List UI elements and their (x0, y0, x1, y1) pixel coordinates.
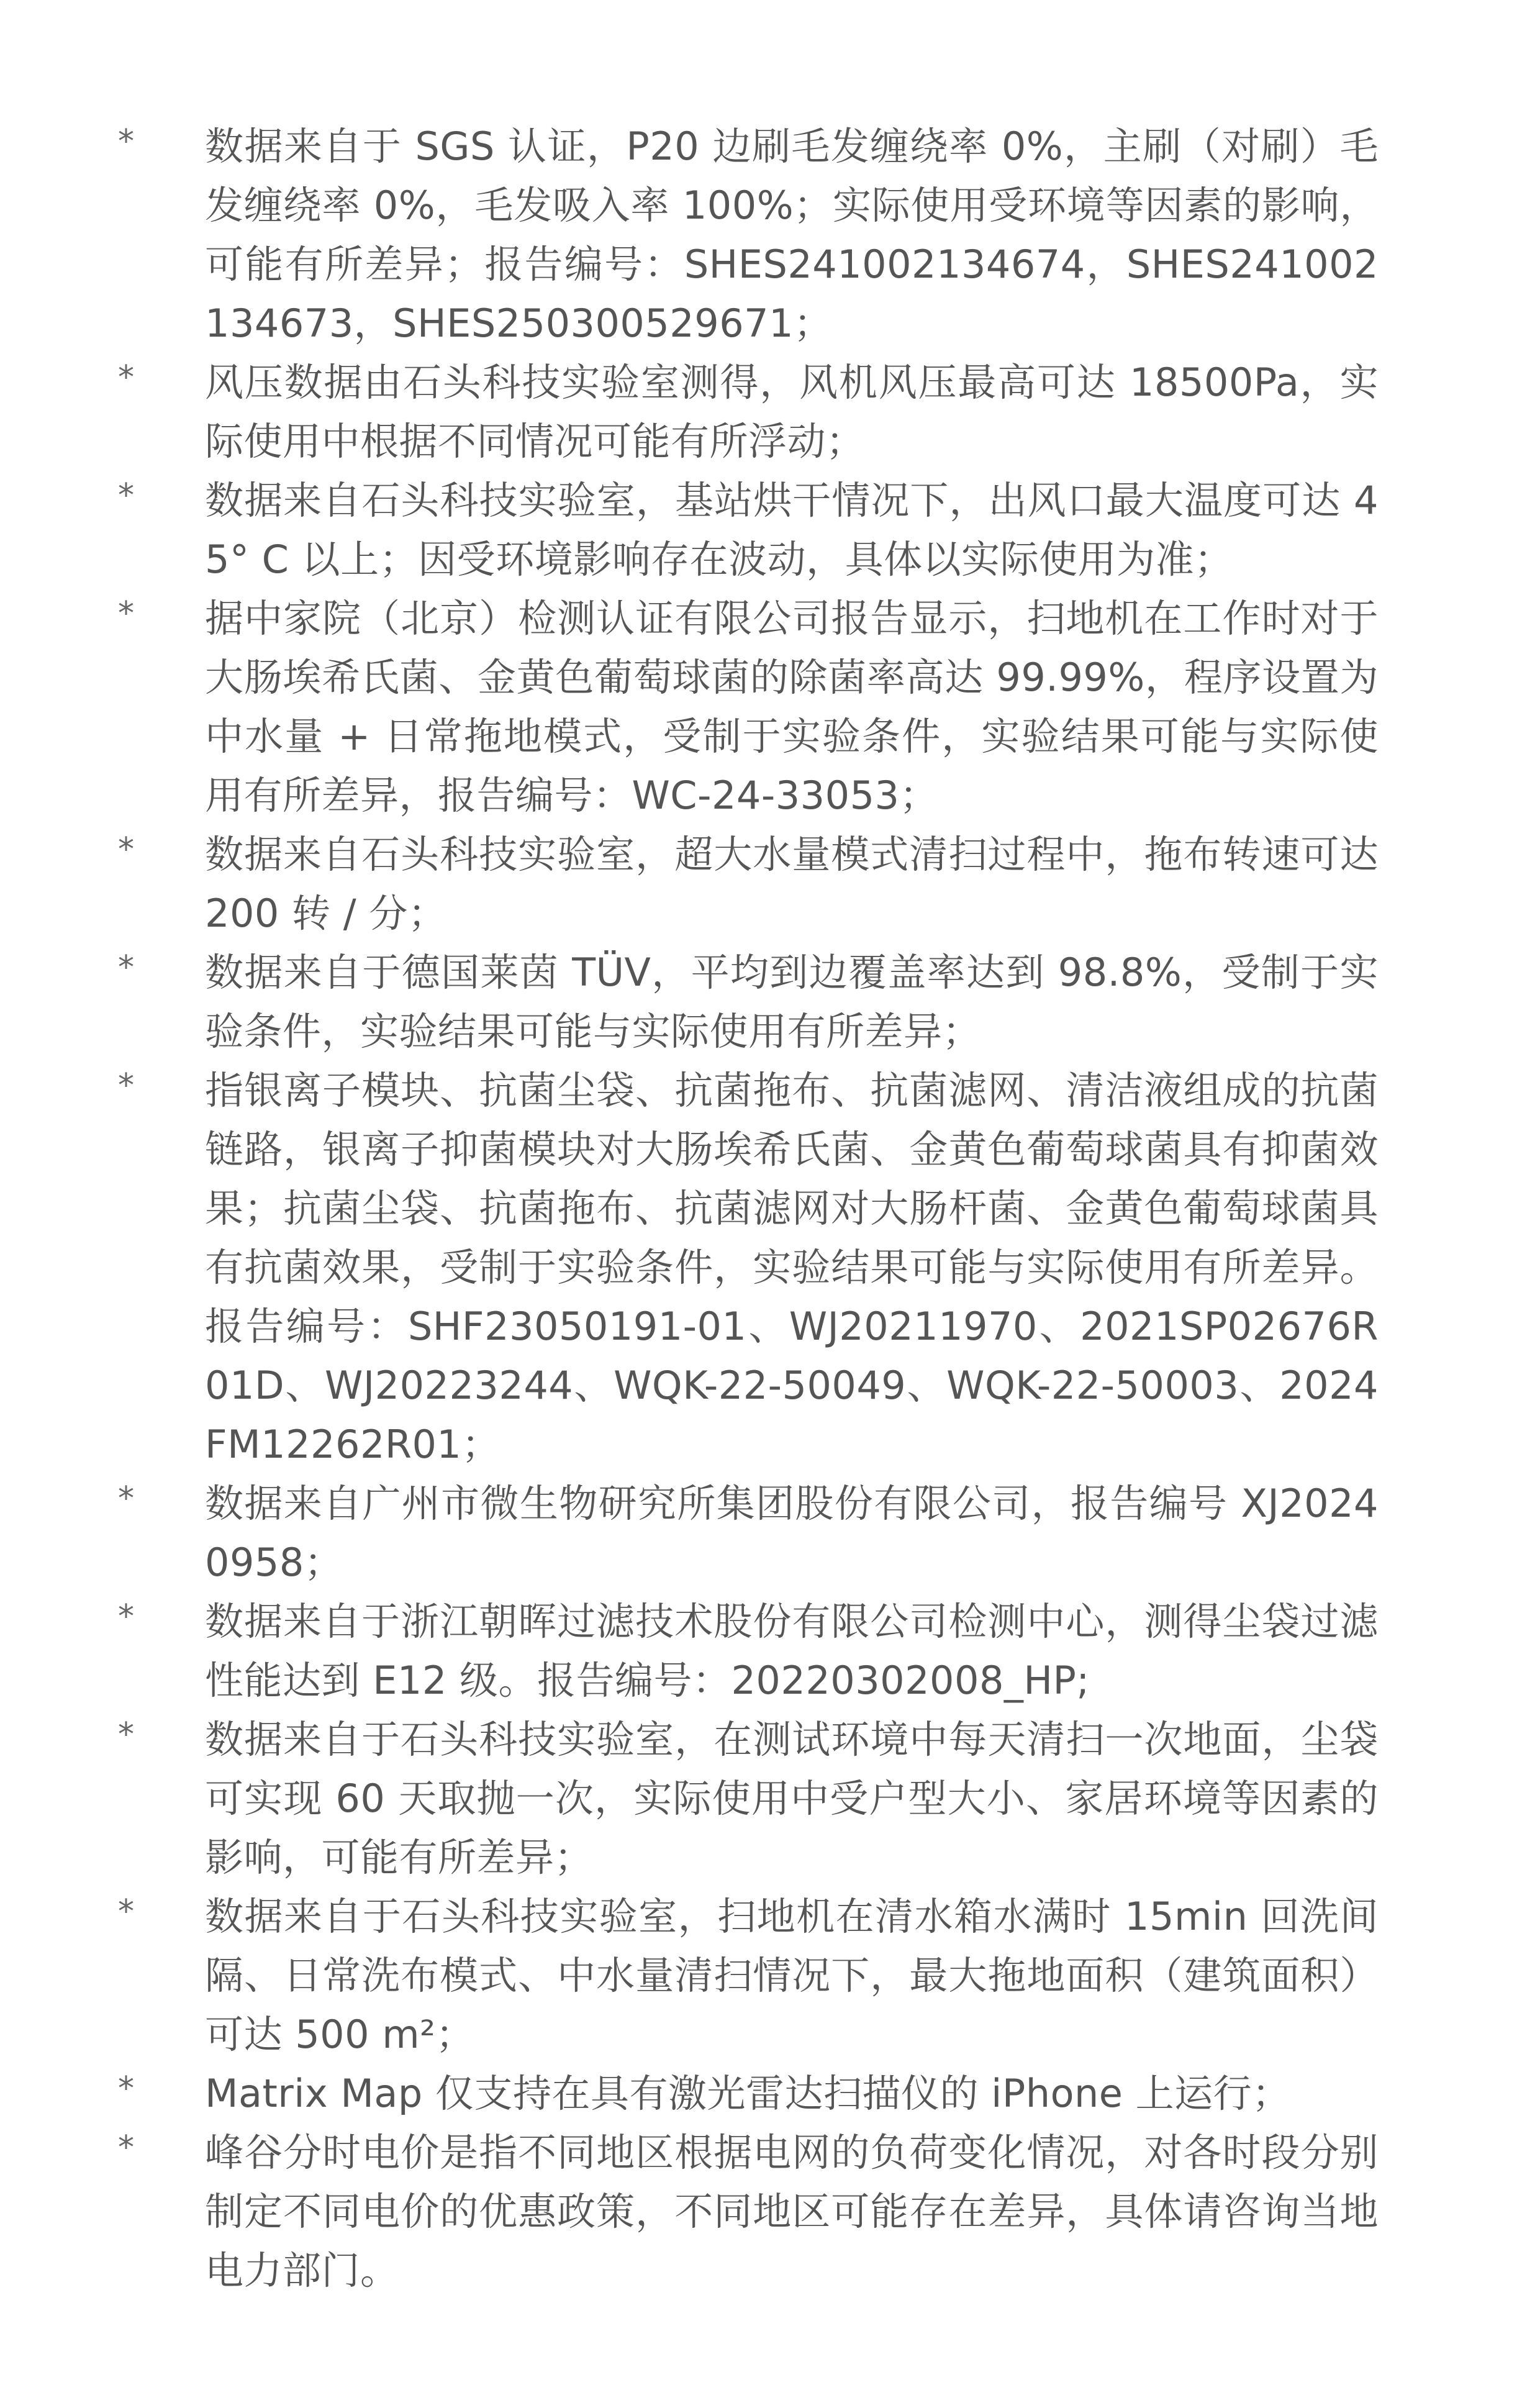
asterisk-icon: * (118, 359, 134, 396)
asterisk-icon: * (118, 477, 134, 514)
footnote-12 (118, 2064, 1379, 2123)
footnote-3 (118, 471, 1379, 589)
footnote-4 (118, 589, 1379, 825)
asterisk-icon: * (118, 1598, 134, 1635)
footnote-list (118, 117, 1379, 2300)
asterisk-icon: * (118, 2070, 134, 2107)
footnote-11 (118, 1887, 1379, 2064)
asterisk-icon: * (118, 1480, 134, 1517)
asterisk-icon: * (118, 949, 134, 986)
asterisk-icon: * (118, 1716, 134, 1753)
footnote-7 (118, 1061, 1379, 1474)
footnote-text: 风压数据由石头科技实验室测得，风机风压最高可达 18500Pa，实际使用中根据不同情况可能有所浮动； (205, 360, 1379, 464)
footnote-text: 数据来自于 SGS 认证，P20 边刷毛发缠绕率 0%，主刷（对刷）毛发缠绕率 0%，毛发吸入率 100%；实际使用受环境等因素的影响，可能有所差异；报告编号：SHES241002134674，SHES241002134673，SHES250300529671； (205, 124, 1379, 346)
asterisk-icon: * (118, 831, 134, 868)
footnote-13 (118, 2123, 1379, 2300)
asterisk-icon: * (118, 123, 134, 160)
footnote-1 (118, 117, 1379, 353)
asterisk-icon: * (118, 1893, 134, 1930)
footnote-6 (118, 943, 1379, 1061)
footnote-text: 数据来自石头科技实验室，基站烘干情况下，出风口最大温度可达 45° C 以上；因受环境影响存在波动，具体以实际使用为准； (205, 478, 1379, 582)
footnote-text: 数据来自于石头科技实验室，扫地机在清水箱水满时 15min 回洗间隔、日常洗布模式、中水量清扫情况下，最大拖地面积（建筑面积）可达 500 m²； (205, 1894, 1379, 2057)
footnote-text: 峰谷分时电价是指不同地区根据电网的负荷变化情况，对各时段分别制定不同电价的优惠政策，不同地区可能存在差异，具体请咨询当地电力部门。 (205, 2130, 1379, 2293)
footnote-10 (118, 1710, 1379, 1887)
asterisk-icon: * (118, 1067, 134, 1104)
footnote-8 (118, 1474, 1379, 1592)
footnote-5 (118, 825, 1379, 943)
footnote-9 (118, 1592, 1379, 1710)
footnote-text: Matrix Map 仅支持在具有激光雷达扫描仪的 iPhone 上运行； (205, 2071, 1291, 2116)
asterisk-icon: * (118, 595, 134, 632)
footnote-text: 数据来自于浙江朝晖过滤技术股份有限公司检测中心，测得尘袋过滤性能达到 E12 级。报告编号：20220302008_HP; (205, 1599, 1379, 1703)
asterisk-icon: * (118, 2129, 134, 2166)
footnote-text: 据中家院（北京）检测认证有限公司报告显示，扫地机在工作时对于大肠埃希氏菌、金黄色葡萄球菌的除菌率高达 99.99%，程序设置为中水量 + 日常拖地模式，受制于实验条件，实验结果可能与实际使用有所差异，报告编号：WC-24-33053； (205, 596, 1379, 818)
footnote-text: 指银离子模块、抗菌尘袋、抗菌拖布、抗菌滤网、清洁液组成的抗菌链路，银离子抑菌模块对大肠埃希氏菌、金黄色葡萄球菌具有抑菌效果；抗菌尘袋、抗菌拖布、抗菌滤网对大肠杆菌、金黄色葡萄球菌具有抗菌效果，受制于实验条件，实验结果可能与实际使用有所差异。报告编号：SHF23050191-01、WJ20211970、2021SP02676R01D、WJ20223244、WQK-22-50049、WQK-22-50003、2024FM12262R01； (205, 1068, 1379, 1467)
footnote-text: 数据来自于德国莱茵 TÜV，平均到边覆盖率达到 98.8%，受制于实验条件，实验结果可能与实际使用有所差异； (205, 950, 1379, 1054)
footnote-text: 数据来自于石头科技实验室，在测试环境中每天清扫一次地面，尘袋可实现 60 天取抛一次，实际使用中受户型大小、家居环境等因素的影响，可能有所差异； (205, 1717, 1379, 1880)
footnote-2 (118, 353, 1379, 471)
footnote-text: 数据来自石头科技实验室，超大水量模式清扫过程中，拖布转速可达 200 转 / 分； (205, 832, 1379, 936)
footnote-text: 数据来自广州市微生物研究所集团股份有限公司，报告编号 XJ20240958； (205, 1481, 1379, 1585)
